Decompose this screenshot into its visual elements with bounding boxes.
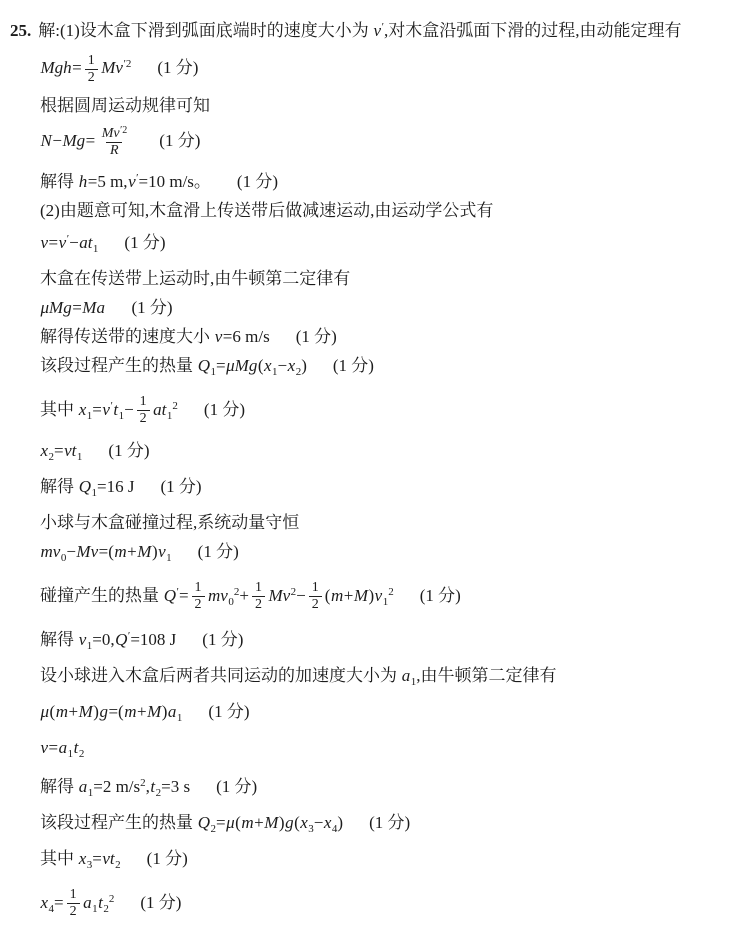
math-variable: m [124,701,137,721]
math-variable: mv [40,541,61,561]
superscript: 2 [290,585,297,598]
solution-line [40,45,741,91]
score-label: (1 分) [160,476,202,496]
math-variable: at [79,232,93,252]
math-variable: a [78,776,88,796]
text-run: (2)由题意可知,木盒滑上传送带后做减速运动,由运动学公式有 [40,200,494,220]
text-run: 解得 [40,629,79,649]
math-variable: Q [115,629,128,649]
text-run: 1 [311,580,319,596]
subscript: 0 [228,595,234,608]
math-variable: Mv [268,585,291,605]
solution-line [40,164,741,196]
superscript: ′ [127,629,131,642]
math-variable: v [128,171,136,191]
math-variable: v [102,399,110,419]
math-variable: v [78,629,87,649]
text-run: 其中 [40,848,79,868]
text-run: =3 s [161,776,191,796]
fraction-denominator [309,596,322,613]
text-run: − [66,541,76,561]
math-variable: Ma [82,297,105,317]
subscript: 2 [210,822,217,835]
score-label: (1 分) [131,297,173,317]
math-variable: M [147,701,162,721]
solution-line [40,508,741,537]
math-variable: v [374,585,383,605]
text-run: 其中 [40,399,79,419]
text-run: = [92,848,102,868]
score-label: (1 分) [419,585,461,605]
subscript: 2 [78,747,85,760]
text-run: 解:(1)设木盒下滑到弧面底端时的速度大小为 [38,21,374,40]
solution-line [40,733,741,769]
subscript: 2 [103,902,109,915]
math-variable: Q [197,355,211,375]
subscript: 2 [48,450,55,463]
superscript: ′2 [123,58,132,70]
solution-line [40,697,741,733]
solution-line [40,808,741,844]
solution-line [40,264,741,293]
subscript: 4 [331,822,338,835]
text-run: 根据圆周运动规律可知 [40,95,210,115]
subscript: 1 [87,786,94,799]
math-variable: Mv [101,125,120,141]
subscript: 1 [92,242,99,255]
math-variable: m [241,812,254,832]
math-variable: g [99,701,108,721]
math-variable: v [214,326,223,346]
solution-line [40,537,741,573]
text-run: + [254,812,264,832]
fraction-numerator [67,887,80,903]
text-run: 解得 [40,171,79,191]
text-run: =6 m/s [222,326,270,346]
score-label: (1 分) [369,812,411,832]
text-run: 1 [194,580,202,596]
fraction-numerator [309,580,322,596]
score-label: (1 分) [295,326,337,346]
problem-number: 25. [10,21,32,40]
text-run: 2 [139,411,147,427]
superscript: ′ [110,399,113,412]
math-variable: Q [78,476,92,496]
math-variable: a [401,665,411,685]
math-variable: x [264,355,272,375]
text-run: 2 [69,904,77,920]
math-variable: R [109,142,119,158]
fraction [192,580,205,613]
text-run: = [48,232,59,252]
text-run: 该段过程产生的热量 [40,812,198,832]
text-run: = [48,737,59,757]
superscript: 2 [388,585,394,598]
text-run: 该段过程产生的热量 [40,355,198,375]
text-run: + [239,585,249,605]
text-run: − [52,130,62,150]
fraction [98,125,130,159]
subscript: 1 [118,409,125,422]
text-run: 2 [311,597,319,613]
subscript: 2 [115,858,121,871]
subscript: 1 [410,675,417,688]
score-label: (1 分) [216,776,258,796]
text-run: + [136,701,147,721]
text-run: 2 [254,597,262,613]
fraction-numerator [192,580,205,596]
fraction [67,887,80,920]
text-run: ) [278,812,285,832]
text-run: = [85,130,96,150]
math-variable: x [40,440,49,460]
text-run: =5 m, [87,171,128,191]
math-variable: a [83,892,92,912]
text-run: 2 [87,69,95,85]
solution-line [40,225,741,264]
math-variable: m [114,541,127,561]
math-variable: Mg [62,130,86,150]
text-run: ) [368,585,375,605]
text-run: − [313,812,324,832]
math-variable: v [373,21,382,40]
fraction [137,394,150,427]
text-run: 1 [87,52,95,68]
text-run: ) [301,355,307,375]
score-label: (1 分) [332,355,374,375]
fraction [85,53,98,86]
text-run: =( [98,541,114,561]
solution-line [40,91,741,120]
math-variable: N [40,130,52,150]
superscript: 2 [108,892,115,905]
solution-line [40,472,741,508]
subscript: 1 [86,409,93,422]
solution-line [40,351,741,387]
solution-line [40,880,741,929]
subscript: 1 [272,365,278,378]
text-run: ( [49,701,56,721]
text-run: =( [108,701,124,721]
fraction [309,580,322,613]
text-run: 解得传送带的速度大小 [40,326,215,346]
subscript: 1 [86,639,93,652]
fraction-denominator [252,596,265,613]
text-run: =10 m/s。 [138,171,211,191]
math-variable: Mv [76,541,99,561]
superscript: ′ [381,21,384,33]
text-run: 解得 [40,776,79,796]
math-variable: μ [226,812,235,832]
text-run: ( [235,812,241,832]
fraction [252,580,265,613]
score-label: (1 分) [140,892,182,912]
math-variable: μ [40,701,50,721]
score-label: (1 分) [124,232,166,252]
math-variable: m [330,585,344,605]
fraction-denominator [67,903,80,920]
text-run: = [72,58,82,77]
subscript: 1 [91,486,98,499]
score-label: (1 分) [157,58,199,77]
superscript: 2 [140,776,146,789]
text-run: 设小球进入木盒后两者共同运动的加速度大小为 [40,665,402,685]
text-run: + [127,541,137,561]
solution-line [40,293,741,322]
fraction-denominator [192,596,205,613]
text-run: ,由牛顿第二定律有 [416,665,557,685]
score-label: (1 分) [197,541,239,561]
text-run: − [296,585,306,605]
superscript: ′2 [120,124,128,136]
math-variable: at [153,399,167,419]
subscript: 1 [67,747,74,760]
math-variable: M [264,812,279,832]
math-variable: t [113,399,119,419]
text-run: ( [294,812,300,832]
text-run: ) [161,701,168,721]
fraction-denominator [85,69,98,86]
math-variable: g [285,812,294,832]
text-run: + [343,585,354,605]
subscript: 1 [166,409,173,422]
solution-line [40,387,741,436]
math-variable: mv [208,585,228,605]
math-variable: v [158,541,166,561]
score-label: (1 分) [236,171,278,191]
subscript: 2 [295,365,302,378]
text-run: = [54,892,64,912]
text-run: = [216,812,226,832]
text-run: = [92,399,102,419]
math-variable: μMg [226,355,258,375]
solution-line [40,844,741,880]
fraction-numerator [85,53,98,69]
text-run: =16 J [97,476,135,496]
solution-line [40,769,741,808]
text-run: ) [93,701,99,721]
text-run: ( [257,355,264,375]
solution-line [40,120,741,164]
math-variable: v [58,232,67,252]
solution-line [40,196,741,225]
superscript: ′ [176,585,179,598]
solution-line [40,322,741,351]
math-variable: h [78,171,88,191]
math-variable: t [150,776,156,796]
superscript: ′ [136,171,139,184]
solution-content [10,13,741,929]
math-variable: x [323,812,332,832]
fraction-denominator [106,142,122,159]
subscript: 1 [176,711,183,724]
subscript: 3 [86,858,93,871]
math-variable: M [353,585,368,605]
math-variable: M [137,541,152,561]
score-label: (1 分) [202,629,244,649]
text-run: =108 J [130,629,177,649]
solution-line [10,13,741,45]
text-run: ) [337,812,344,832]
text-run: = [216,355,226,375]
math-variable: v [40,232,49,252]
fraction-denominator [137,410,150,427]
fraction-numerator [252,580,265,596]
text-run: 木盒在传送带上运动时,由牛顿第二定律有 [40,268,351,288]
subscript: 1 [210,365,217,378]
math-variable: Q [197,812,211,832]
subscript: 1 [76,450,83,463]
superscript: 2 [233,585,240,598]
solution-line [40,573,741,622]
subscript: 1 [92,902,98,915]
math-variable: x [300,812,308,832]
text-run: , [145,776,150,796]
text-run: =0, [92,629,115,649]
math-variable: v [40,737,49,757]
fraction-numerator [98,125,130,142]
score-label: (1 分) [208,701,250,721]
math-variable: a [58,737,68,757]
text-run: ( [324,585,331,605]
math-variable: Q [163,585,177,605]
subscript: 4 [48,902,55,915]
text-run: ) [151,541,158,561]
subscript: 2 [155,786,162,799]
text-run: 1 [254,580,262,596]
text-run: ,对木盒沿弧面下滑的过程,由动能定理有 [384,21,682,40]
text-run: − [277,355,288,375]
text-run: 1 [69,887,77,903]
math-variable: μMg [40,297,72,317]
subscript: 0 [60,551,67,564]
text-run: 2 [194,597,202,613]
math-variable: M [78,701,93,721]
superscript: ′ [66,232,70,245]
solution-line [40,436,741,472]
math-variable: t [98,892,103,912]
text-run: = [72,297,82,317]
math-variable: a [167,701,177,721]
math-variable: x [78,848,87,868]
text-run: + [68,701,79,721]
score-label: (1 分) [108,440,150,460]
text-run: = [54,440,64,460]
text-run: = [178,585,189,605]
math-variable: Mgh [40,58,72,77]
score-label: (1 分) [203,399,245,419]
math-variable: x [40,892,49,912]
text-run: 解得 [40,476,79,496]
text-run: − [124,399,134,419]
score-label: (1 分) [146,848,188,868]
text-run: =2 m/s [93,776,141,796]
subscript: 1 [382,595,389,608]
math-variable: x [287,355,296,375]
math-variable: t [73,737,79,757]
math-variable: vt [64,440,77,460]
math-variable: m [55,701,68,721]
solution-line [40,661,741,697]
text-run: 小球与木盒碰撞过程,系统动量守恒 [40,512,300,532]
subscript: 1 [166,551,172,564]
math-variable: vt [102,848,115,868]
text-run: − [69,232,79,252]
math-variable: Mv [101,58,123,77]
text-run: 碰撞产生的热量 [40,585,164,605]
text-run: 1 [139,394,147,410]
superscript: 2 [172,399,178,412]
solution-line [40,622,741,661]
score-label: (1 分) [159,130,201,150]
subscript: 3 [308,822,314,835]
fraction-numerator [137,394,150,410]
math-variable: x [78,399,87,419]
